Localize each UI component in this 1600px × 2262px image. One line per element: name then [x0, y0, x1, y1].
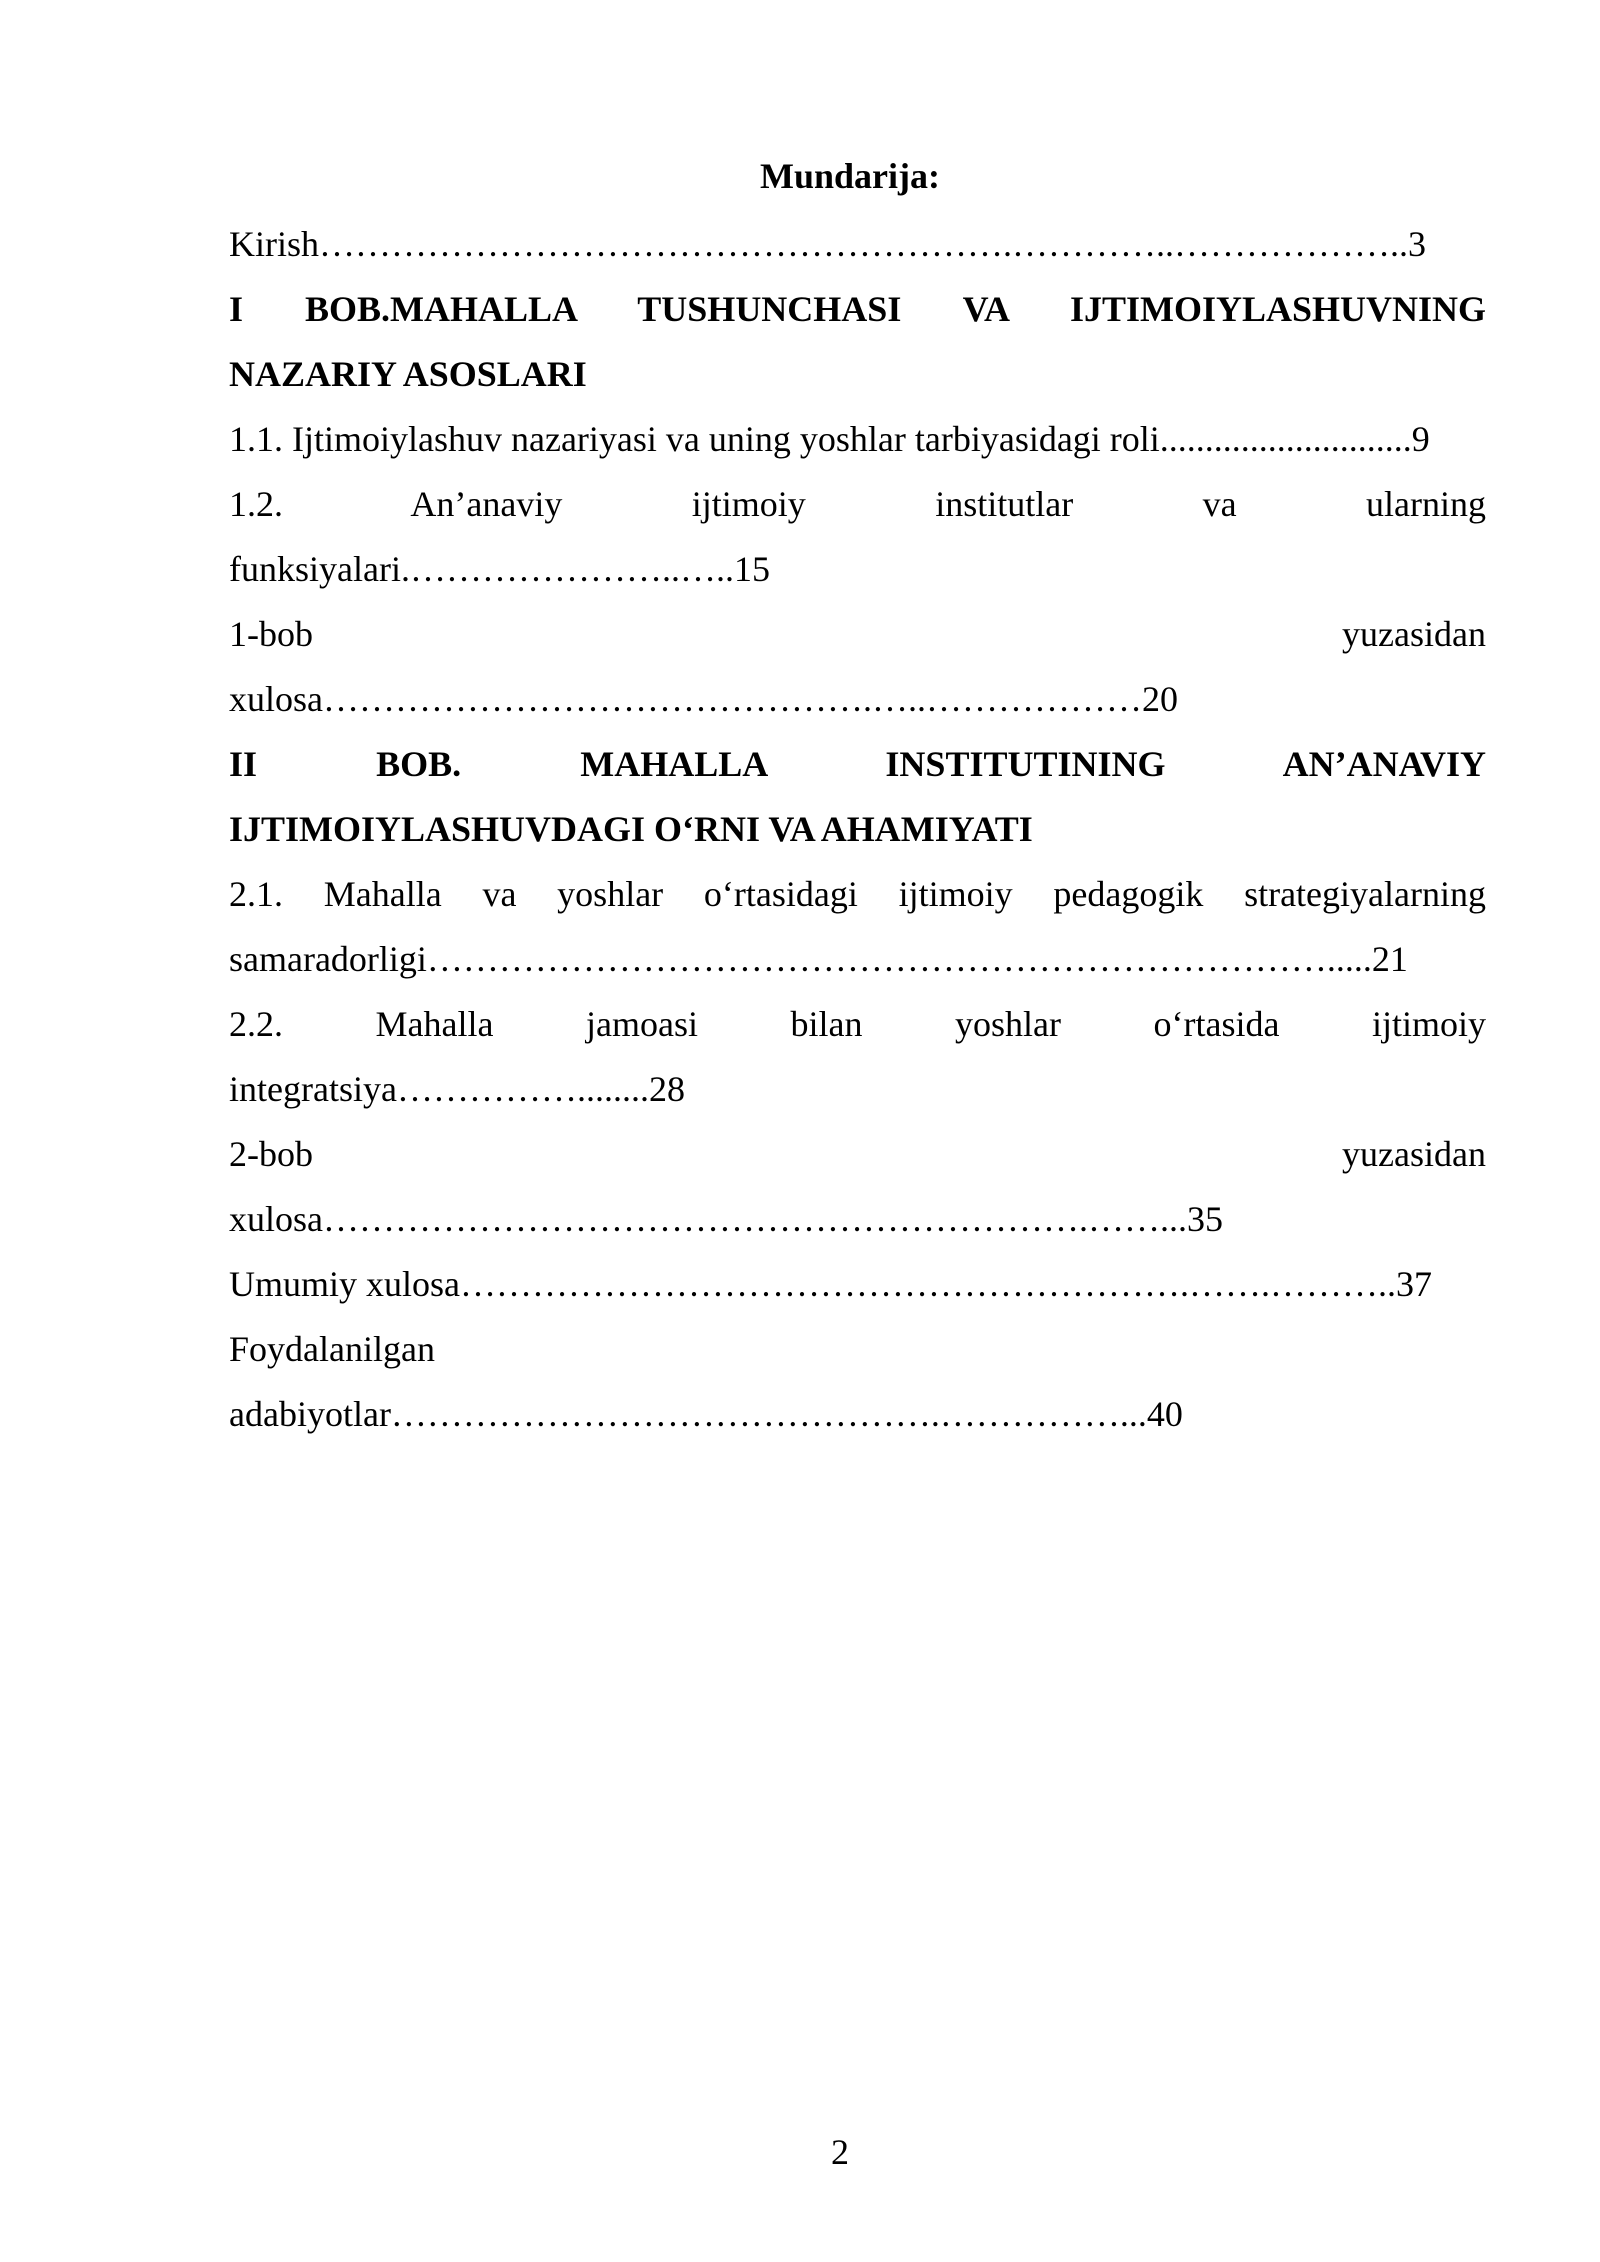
toc-line: xulosa……………………………………………………….……...35	[229, 1199, 1223, 1239]
toc-line: integratsiya……………........28	[229, 1069, 685, 1109]
toc-line: II BOB. MAHALLA INSTITUTINING AN’ANAVIY	[229, 744, 1486, 784]
page-number: 2	[831, 2132, 849, 2172]
toc-line: 2-bob yuzasidan	[229, 1134, 1486, 1174]
toc-line: 2.1. Mahalla va yoshlar o‘rtasidagi ijtimoiy pedagogik strategiyalarning	[229, 874, 1486, 914]
toc-line: Foydalanilgan	[229, 1329, 435, 1369]
toc-line: Umumiy xulosa…………………………………………………….…….………..37	[229, 1264, 1432, 1304]
toc-line: xulosa……………………………………….…..………………20	[229, 679, 1178, 719]
toc-line: NAZARIY ASOSLARI	[229, 354, 587, 394]
toc-line: I BOB.MAHALLA TUSHUNCHASI VA IJTIMOIYLASHUVNING	[229, 289, 1486, 329]
toc-line: 2.2. Mahalla jamoasi bilan yoshlar o‘rtasida ijtimoiy	[229, 1004, 1486, 1044]
toc-line: 1.2. An’anaviy ijtimoiy institutlar va ularning	[229, 484, 1486, 524]
toc-line: 1-bob yuzasidan	[229, 614, 1486, 654]
toc-line: IJTIMOIYLASHUVDAGI O‘RNI VA AHAMIYATI	[229, 809, 1033, 849]
table-of-contents	[229, 212, 1486, 1447]
toc-line: adabiyotlar……………………………………….……………...40	[229, 1394, 1183, 1434]
toc-line: 1.1. Ijtimoiylashuv nazariyasi va uning yoshlar tarbiyasidagi roli............................9	[229, 419, 1430, 459]
toc-line: Kirish………………………………………………….…………..………………..3	[229, 224, 1426, 264]
toc-line: funksiyalari.…………………..…..15	[229, 549, 770, 589]
toc-line: samaradorligi………………………………………………………………….....21	[229, 939, 1408, 979]
page-title: Mundarija:	[760, 156, 940, 196]
